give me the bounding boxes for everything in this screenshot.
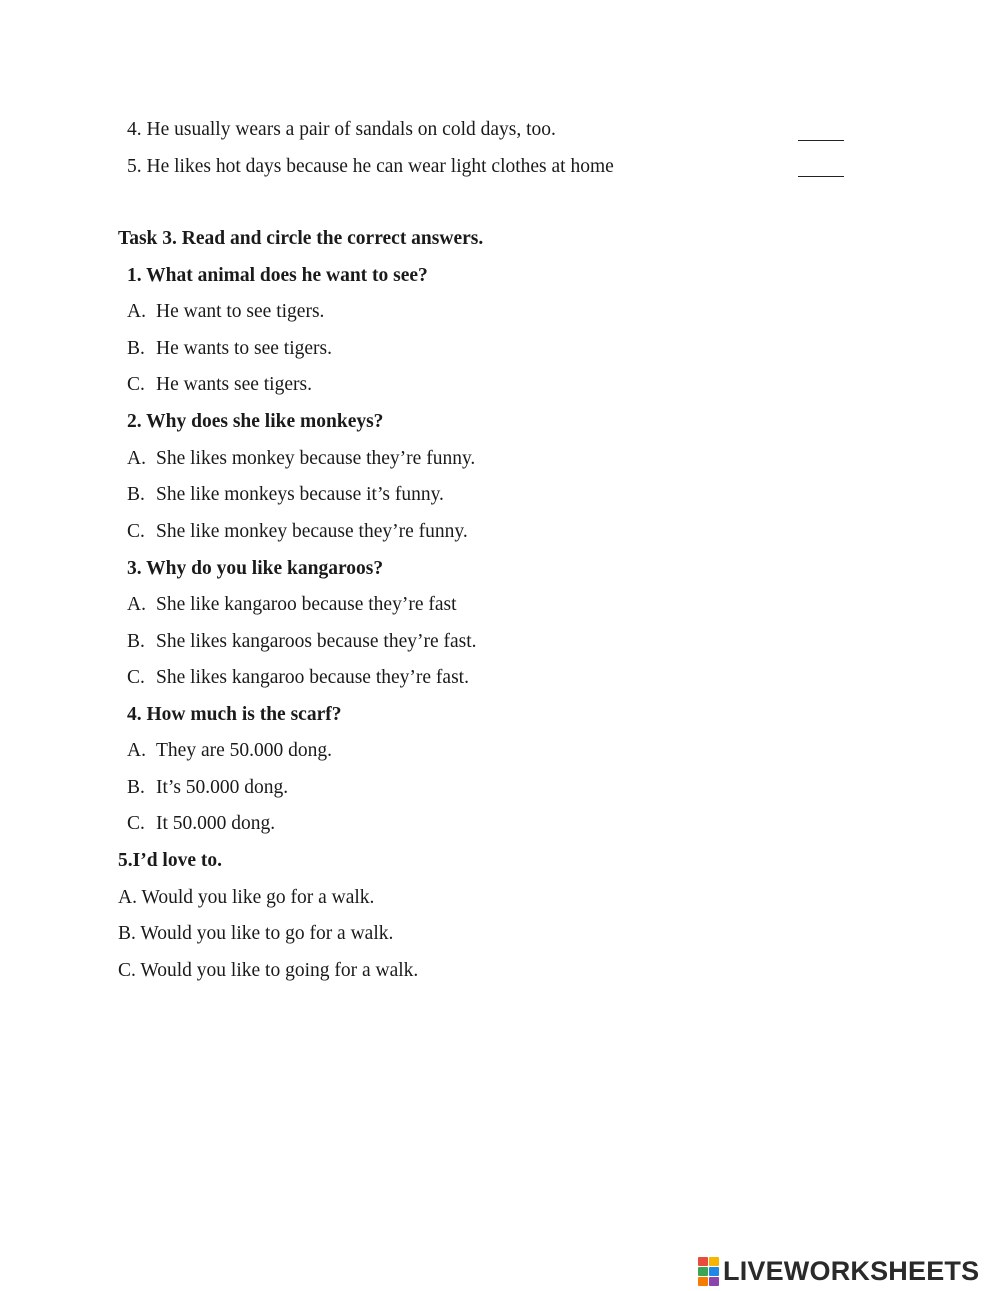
option-label: C. [127, 374, 145, 395]
logo-text: LIVEWORKSHEETS [723, 1255, 980, 1286]
option-label: C. [127, 667, 145, 688]
q5-option-c[interactable]: C. Would you like to going for a walk. [118, 960, 419, 981]
q2-option-c[interactable] [127, 520, 468, 544]
option-text: She likes kangaroos because they’re fast. [156, 631, 477, 652]
option-label: A. [127, 301, 146, 322]
question-3: 3. Why do you like kangaroos? [127, 558, 384, 579]
answer-blank-4[interactable] [798, 140, 844, 141]
option-text: She like kangaroo because they’re fast [156, 594, 457, 615]
q4-option-b[interactable] [127, 776, 288, 800]
option-label: A. [127, 594, 146, 615]
logo-block [698, 1267, 708, 1276]
option-label: A. [127, 448, 146, 469]
statement-4: 4. He usually wears a pair of sandals on cold days, too. [127, 119, 556, 140]
liveworksheets-logo [698, 1255, 979, 1287]
logo-block [709, 1257, 719, 1266]
option-label: A. [127, 740, 146, 761]
option-text: It’s 50.000 dong. [156, 777, 289, 798]
q1-option-c[interactable] [127, 373, 312, 397]
option-text: She likes kangaroo because they’re fast. [156, 667, 469, 688]
logo-block [709, 1277, 719, 1286]
option-label: C. [127, 813, 145, 834]
question-1: 1. What animal does he want to see? [127, 265, 428, 286]
logo-block [698, 1257, 708, 1266]
statement-5: 5. He likes hot days because he can wear light clothes at home [127, 156, 614, 177]
question-2: 2. Why does she like monkeys? [127, 411, 384, 432]
logo-blocks-icon [698, 1257, 719, 1286]
q1-option-b[interactable] [127, 337, 332, 361]
logo-block [709, 1267, 719, 1276]
option-text: He wants see tigers. [156, 374, 312, 395]
q1-option-a[interactable] [127, 300, 324, 324]
q5-option-a[interactable]: A. Would you like go for a walk. [118, 887, 375, 908]
option-text: He want to see tigers. [156, 301, 325, 322]
q4-option-c[interactable] [127, 812, 275, 836]
option-label: B. [127, 631, 145, 652]
option-text: He wants to see tigers. [156, 338, 332, 359]
answer-blank-5[interactable] [798, 176, 844, 177]
q2-option-b[interactable] [127, 483, 444, 507]
logo-block [698, 1277, 708, 1286]
option-text: It 50.000 dong. [156, 813, 276, 834]
option-label: C. [127, 521, 145, 542]
q2-option-a[interactable] [127, 447, 475, 471]
question-4: 4. How much is the scarf? [127, 704, 342, 725]
option-text: She likes monkey because they’re funny. [156, 448, 476, 469]
question-5: 5.I’d love to. [118, 850, 222, 871]
q5-option-b[interactable]: B. Would you like to go for a walk. [118, 923, 394, 944]
option-text: They are 50.000 dong. [156, 740, 332, 761]
option-label: B. [127, 777, 145, 798]
option-text: She like monkey because they’re funny. [156, 521, 468, 542]
option-label: B. [127, 484, 145, 505]
option-text: She like monkeys because it’s funny. [156, 484, 444, 505]
q3-option-b[interactable] [127, 630, 477, 654]
q3-option-c[interactable] [127, 666, 469, 690]
option-label: B. [127, 338, 145, 359]
task3-heading: Task 3. Read and circle the correct answers. [118, 228, 484, 249]
q4-option-a[interactable] [127, 739, 332, 763]
q3-option-a[interactable] [127, 593, 457, 617]
